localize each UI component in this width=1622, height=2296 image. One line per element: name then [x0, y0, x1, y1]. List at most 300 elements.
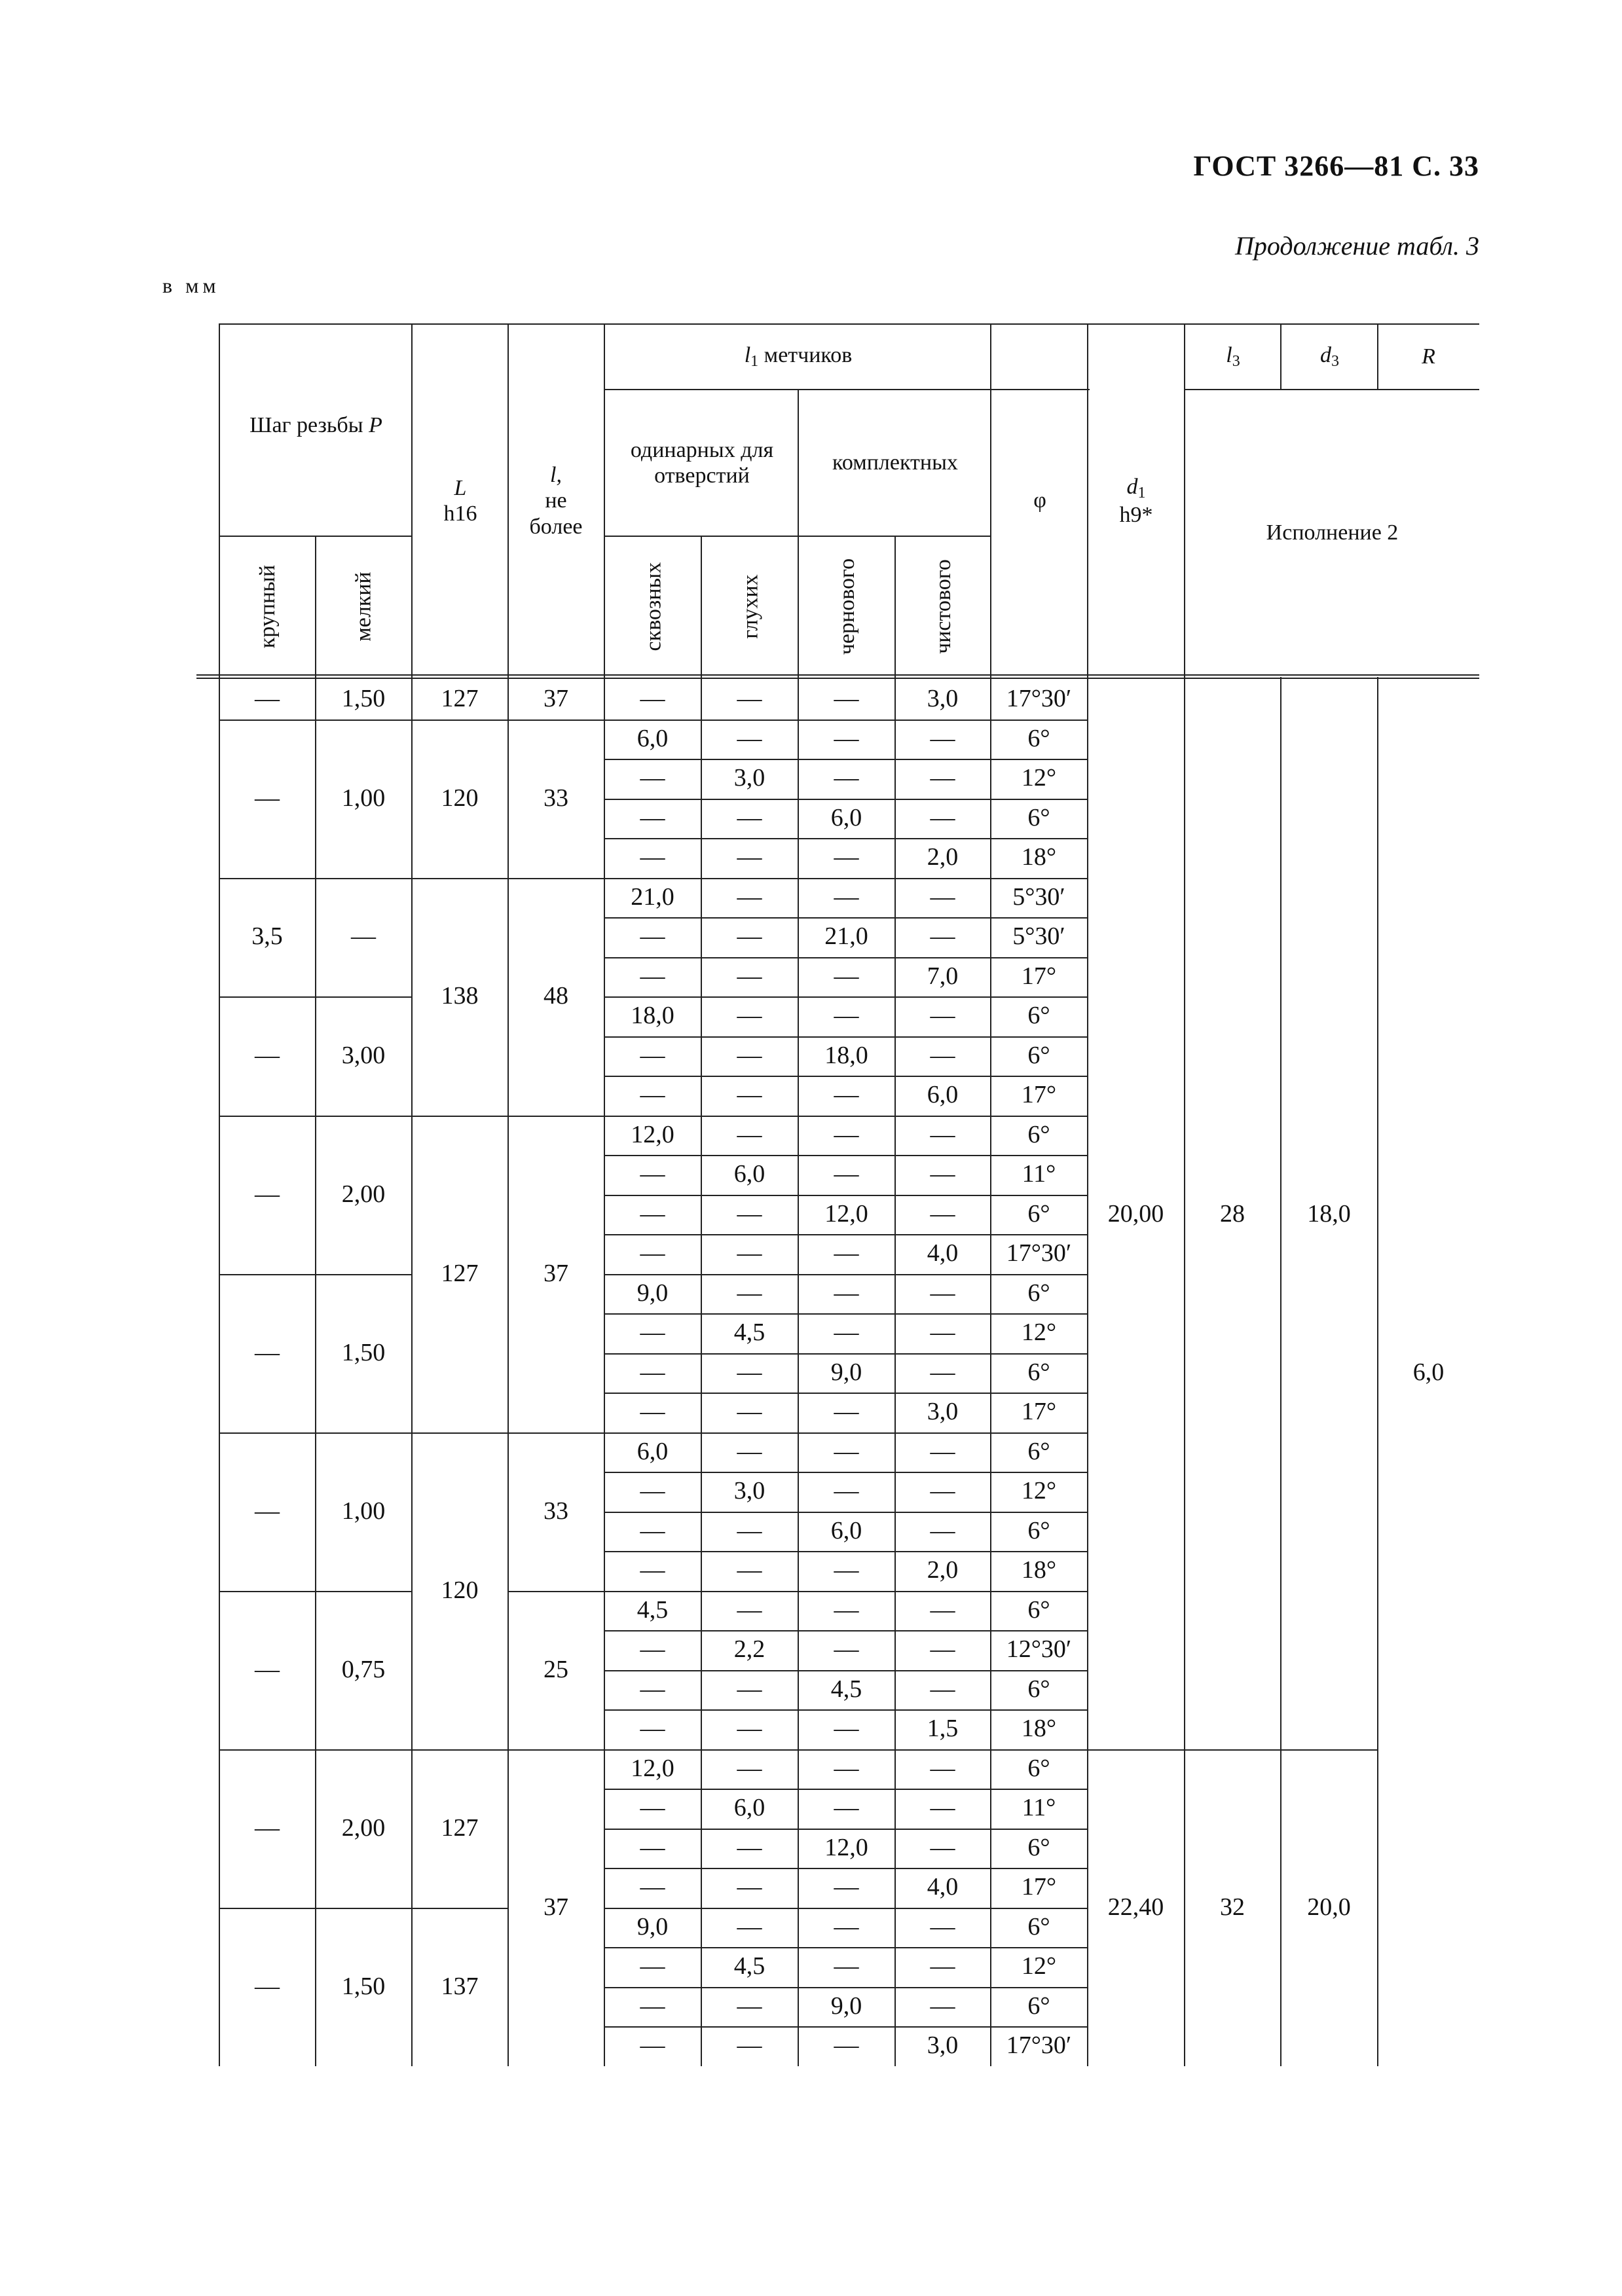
- header-L-tolerance: h16: [443, 501, 477, 526]
- header-complete: [799, 390, 991, 536]
- cell-blind: 3,0: [733, 764, 765, 792]
- cell-blind: —: [737, 685, 762, 713]
- row-rule: [604, 1155, 1088, 1156]
- cell-blind: —: [737, 1595, 762, 1624]
- cell-phi: 6°: [1027, 1041, 1050, 1069]
- cell-finish: 7,0: [927, 962, 959, 990]
- cell-through: —: [640, 1398, 665, 1426]
- header-vline: [1377, 323, 1378, 389]
- row-rule: [604, 996, 1088, 998]
- header-l3-subscript: 3: [1232, 353, 1240, 371]
- cell-phi: 6°: [1027, 1358, 1050, 1386]
- header-d1-subscript: 1: [1137, 484, 1146, 501]
- cell-phi: 17°: [1021, 1873, 1057, 1901]
- header-fine: [316, 538, 412, 676]
- cell-finish: —: [930, 724, 955, 752]
- cell-l: 137: [441, 1972, 479, 2000]
- cell-blind: —: [737, 1081, 762, 1109]
- cell-finish: 1,5: [927, 1715, 959, 1743]
- cell-blind: —: [737, 1041, 762, 1069]
- cell-blind: —: [737, 724, 762, 752]
- cell-through: —: [640, 1081, 665, 1109]
- cell-blind: —: [737, 1199, 762, 1228]
- cell-rough: 12,0: [824, 1833, 868, 1861]
- cell-phi: 17°: [1021, 1398, 1057, 1426]
- cell-blind: 2,2: [733, 1635, 765, 1664]
- cell-rough: —: [834, 1398, 859, 1426]
- group-rule: [507, 1432, 604, 1434]
- row-rule: [604, 1274, 1088, 1275]
- cell-fine-pitch: —: [351, 922, 376, 951]
- cell-phi: 17°30′: [1006, 1239, 1072, 1267]
- header-pitch-symbol: P: [369, 413, 382, 438]
- cell-d1: 22,40: [1107, 1893, 1164, 1921]
- cell-phi: 17°: [1021, 962, 1057, 990]
- header-vline: [411, 323, 413, 677]
- cell-l3: 28: [1220, 1199, 1245, 1228]
- cell-through: —: [640, 803, 665, 831]
- cell-blind: —: [737, 1002, 762, 1030]
- cell-rough: —: [834, 1319, 859, 1347]
- cell-rough: —: [834, 1873, 859, 1901]
- cell-rough: —: [834, 1715, 859, 1743]
- cell-phi: 11°: [1022, 1160, 1056, 1188]
- header-vline: [990, 323, 991, 677]
- header-d1-tolerance: h9*: [1119, 503, 1153, 528]
- row-rule: [604, 1551, 1088, 1552]
- cell-rough: —: [834, 883, 859, 911]
- header-L-symbol: L: [454, 475, 467, 500]
- cell-l: 33: [544, 1497, 568, 1525]
- cell-finish: —: [930, 1002, 955, 1030]
- cell-through: —: [640, 1992, 665, 2020]
- table-continuation-caption: Продолжение табл. 3: [1234, 231, 1479, 261]
- cell-phi: 6°: [1027, 803, 1050, 831]
- cell-through: —: [640, 1199, 665, 1228]
- cell-blind: —: [737, 1516, 762, 1544]
- group-rule: [507, 878, 604, 879]
- column-rule: [1087, 677, 1088, 2066]
- cell-rough: —: [834, 843, 859, 871]
- cell-through: —: [640, 1516, 665, 1544]
- cell-through: 9,0: [636, 1912, 669, 1941]
- cell-l: 37: [544, 1893, 568, 1921]
- row-rule: [604, 1116, 1088, 1117]
- row-rule: [604, 1076, 1088, 1077]
- group-rule: [411, 1432, 508, 1434]
- row-rule: [604, 1195, 1088, 1196]
- header-pitch: [219, 327, 413, 524]
- cell-finish: 2,0: [927, 1556, 959, 1584]
- cell-blind: —: [737, 803, 762, 831]
- cell-l: 25: [544, 1655, 568, 1683]
- cell-d3: 20,0: [1307, 1893, 1351, 1921]
- cell-coarse-pitch: —: [255, 1813, 280, 1842]
- cell-through: —: [640, 685, 665, 713]
- cell-rough: —: [834, 1912, 859, 1941]
- cell-finish: —: [930, 1833, 955, 1861]
- cell-through: 12,0: [631, 1754, 674, 1782]
- cell-finish: —: [930, 1199, 955, 1228]
- cell-l: 127: [441, 685, 479, 713]
- header-L: [413, 327, 508, 674]
- row-rule: [604, 917, 1088, 919]
- cell-through: —: [640, 1873, 665, 1901]
- cell-through: —: [640, 1160, 665, 1188]
- header-phi: [991, 327, 1088, 674]
- cell-phi: 12°: [1021, 1319, 1057, 1347]
- cell-phi: 6°: [1027, 1833, 1050, 1861]
- row-rule: [604, 1353, 1088, 1355]
- header-l1-subscript: 1: [750, 353, 759, 371]
- header-phi-symbol: φ: [1033, 488, 1046, 513]
- cell-through: 21,0: [631, 883, 674, 911]
- cell-finish: 6,0: [927, 1081, 959, 1109]
- column-rule: [798, 677, 799, 2066]
- cell-phi: 17°: [1021, 1081, 1057, 1109]
- cell-phi: 6°: [1027, 1754, 1050, 1782]
- cell-phi: 17°30′: [1006, 2032, 1072, 2060]
- cell-finish: 3,0: [927, 2032, 959, 2060]
- header-fine-label: мелкий: [351, 572, 376, 642]
- header-l: [508, 327, 604, 674]
- cell-phi: 18°: [1021, 1556, 1057, 1584]
- cell-finish: —: [930, 1595, 955, 1624]
- cell-blind: —: [737, 1675, 762, 1703]
- cell-coarse-pitch: —: [255, 1497, 280, 1525]
- header-l1: [605, 325, 991, 389]
- row-rule: [604, 1749, 1088, 1751]
- cell-rough: —: [834, 724, 859, 752]
- row-rule: [604, 2026, 1088, 2028]
- cell-phi: 18°: [1021, 843, 1057, 871]
- cell-finish: —: [930, 1477, 955, 1505]
- cell-blind: —: [737, 843, 762, 871]
- cell-through: 4,5: [636, 1595, 669, 1624]
- cell-d1: 20,00: [1107, 1199, 1164, 1228]
- column-rule: [315, 677, 316, 2066]
- cell-finish: 3,0: [927, 685, 959, 713]
- group-rule: [507, 1591, 604, 1592]
- header-d3-subscript: 3: [1331, 353, 1339, 371]
- cell-l: 37: [544, 1259, 568, 1287]
- row-rule: [604, 1313, 1088, 1315]
- cell-phi: 6°: [1027, 724, 1050, 752]
- units-label: в мм: [162, 274, 220, 297]
- cell-blind: —: [737, 1239, 762, 1267]
- header-vline: [1087, 323, 1088, 677]
- cell-rough: —: [834, 1794, 859, 1822]
- cell-fine-pitch: 0,75: [341, 1655, 386, 1683]
- cell-phi: 6°: [1027, 1002, 1050, 1030]
- cell-finish: —: [930, 1992, 955, 2020]
- row-rule: [604, 878, 1088, 879]
- cell-finish: —: [930, 1358, 955, 1386]
- row-rule: [604, 1512, 1088, 1513]
- header-pitch-label: Шаг резьбы: [249, 413, 363, 438]
- row-rule: [604, 1591, 1088, 1592]
- cell-fine-pitch: 2,00: [341, 1813, 386, 1842]
- cell-through: —: [640, 1319, 665, 1347]
- cell-fine-pitch: 1,50: [341, 1972, 386, 2000]
- cell-phi: 6°: [1027, 1595, 1050, 1624]
- cell-phi: 18°: [1021, 1715, 1057, 1743]
- cell-blind: —: [737, 1120, 762, 1148]
- cell-phi: 5°30′: [1012, 883, 1065, 911]
- header-rule-l1: [604, 389, 1090, 390]
- column-rule: [894, 677, 896, 2066]
- cell-rough: —: [834, 764, 859, 792]
- cell-rough: —: [834, 1635, 859, 1664]
- header-vline: [701, 536, 702, 677]
- cell-fine-pitch: 1,50: [341, 685, 386, 713]
- cell-blind: —: [737, 1754, 762, 1782]
- cell-through: —: [640, 1556, 665, 1584]
- cell-l: 33: [544, 784, 568, 812]
- cell-through: —: [640, 843, 665, 871]
- cell-phi: 5°30′: [1012, 922, 1065, 951]
- header-l-symbol: l,: [550, 463, 562, 488]
- cell-blind: —: [737, 1279, 762, 1307]
- column-rule: [411, 677, 413, 2066]
- cell-through: —: [640, 962, 665, 990]
- group-rule: [411, 720, 508, 721]
- header-R: [1378, 325, 1479, 389]
- table-top-rule: [219, 323, 1479, 325]
- cell-rough: —: [834, 1081, 859, 1109]
- cell-l: 48: [544, 982, 568, 1010]
- cell-rough: —: [834, 1754, 859, 1782]
- cell-through: 9,0: [636, 1279, 669, 1307]
- cell-rough: —: [834, 685, 859, 713]
- header-vline: [507, 323, 509, 677]
- cell-finish: —: [930, 922, 955, 951]
- cell-through: —: [640, 1358, 665, 1386]
- cell-phi: 6°: [1027, 1199, 1050, 1228]
- cell-coarse-pitch: —: [255, 685, 280, 713]
- cell-rough: —: [834, 1160, 859, 1188]
- cell-coarse-pitch: —: [255, 1180, 280, 1208]
- cell-rough: —: [834, 1120, 859, 1148]
- cell-through: 6,0: [636, 724, 669, 752]
- cell-through: —: [640, 1952, 665, 1980]
- row-rule: [604, 1868, 1088, 1869]
- header-d3: [1281, 325, 1378, 389]
- cell-l: 37: [544, 685, 568, 713]
- cell-finish: —: [930, 1675, 955, 1703]
- cell-rough: 12,0: [824, 1199, 868, 1228]
- header-vline: [219, 323, 220, 677]
- header-complete-label: комплектных: [832, 450, 958, 475]
- cell-rough: —: [834, 1595, 859, 1624]
- cell-coarse-pitch: 3,5: [251, 922, 283, 951]
- cell-blind: —: [737, 1437, 762, 1465]
- group-rule: [411, 1749, 508, 1751]
- cell-finish: —: [930, 1120, 955, 1148]
- header-l3: [1185, 325, 1281, 389]
- cell-phi: 6°: [1027, 1516, 1050, 1544]
- cell-finish: 4,0: [927, 1873, 959, 1901]
- cell-l: 127: [441, 1259, 479, 1287]
- cell-fine-pitch: 1,00: [341, 1497, 386, 1525]
- cell-phi: 12°: [1021, 1477, 1057, 1505]
- cell-r: 6,0: [1412, 1358, 1445, 1386]
- cell-phi: 6°: [1027, 1912, 1050, 1941]
- cell-finish: —: [930, 1160, 955, 1188]
- header-rule-execution: [1184, 389, 1479, 390]
- row-rule: [604, 1789, 1088, 1790]
- row-rule: [604, 1709, 1088, 1711]
- cell-fine-pitch: 3,00: [341, 1041, 386, 1069]
- header-d1-symbol: d: [1126, 474, 1138, 499]
- header-through-label: сквозных: [641, 562, 666, 651]
- header-vline: [315, 536, 316, 677]
- column-rule: [604, 677, 605, 2066]
- header-l3-symbol: l: [1226, 343, 1232, 368]
- row-rule: [604, 957, 1088, 958]
- cell-finish: —: [930, 1635, 955, 1664]
- cell-coarse-pitch: —: [255, 1041, 280, 1069]
- cell-finish: —: [930, 803, 955, 831]
- cell-l: 138: [441, 982, 479, 1010]
- cell-finish: —: [930, 1437, 955, 1465]
- cell-rough: —: [834, 1002, 859, 1030]
- cell-rough: —: [834, 1556, 859, 1584]
- cell-d3: 18,0: [1307, 1199, 1351, 1228]
- cell-rough: —: [834, 1279, 859, 1307]
- cell-phi: 6°: [1027, 1120, 1050, 1148]
- cell-through: —: [640, 764, 665, 792]
- cell-fine-pitch: 1,50: [341, 1338, 386, 1366]
- header-single-label: одинарных для отверстий: [630, 437, 774, 488]
- cell-coarse-pitch: —: [255, 1338, 280, 1366]
- row-rule: [604, 1432, 1088, 1434]
- cell-rough: —: [834, 1239, 859, 1267]
- cell-phi: 6°: [1027, 1279, 1050, 1307]
- cell-blind: —: [737, 1873, 762, 1901]
- cell-blind: 4,5: [733, 1319, 765, 1347]
- cell-blind: 4,5: [733, 1952, 765, 1980]
- column-rule: [701, 677, 702, 2066]
- cell-rough: —: [834, 1952, 859, 1980]
- cell-finish: —: [930, 1754, 955, 1782]
- cell-fine-pitch: 2,00: [341, 1180, 386, 1208]
- cell-through: —: [640, 1477, 665, 1505]
- cell-blind: —: [737, 962, 762, 990]
- header-blind: [702, 538, 799, 676]
- group-rule: [1087, 1749, 1185, 1751]
- header-d1: [1088, 327, 1184, 674]
- row-rule: [604, 720, 1088, 721]
- cell-blind: —: [737, 1992, 762, 2020]
- header-execution-label: Исполнение 2: [1266, 520, 1399, 545]
- column-rule: [1184, 677, 1185, 2066]
- cell-finish: —: [930, 1319, 955, 1347]
- header-vline: [894, 536, 896, 677]
- cell-phi: 6°: [1027, 1437, 1050, 1465]
- cell-blind: —: [737, 1833, 762, 1861]
- cell-coarse-pitch: —: [255, 1972, 280, 2000]
- row-rule: [604, 838, 1088, 839]
- header-finish: [895, 538, 991, 676]
- row-rule: [604, 1234, 1088, 1235]
- row-rule: [604, 1472, 1088, 1473]
- cell-blind: 6,0: [733, 1794, 765, 1822]
- header-d3-symbol: d: [1320, 343, 1331, 368]
- cell-blind: —: [737, 1358, 762, 1386]
- cell-through: —: [640, 1675, 665, 1703]
- group-rule: [507, 1116, 604, 1117]
- header-rough-label: чернового: [834, 558, 859, 655]
- header-vline: [1280, 323, 1281, 389]
- cell-phi: 12°30′: [1006, 1635, 1072, 1664]
- cell-phi: 12°: [1021, 1952, 1057, 1980]
- header-coarse: [219, 538, 316, 676]
- row-rule: [604, 1908, 1088, 1909]
- column-rule: [990, 677, 991, 2066]
- cell-blind: —: [737, 922, 762, 951]
- cell-coarse-pitch: —: [255, 784, 280, 812]
- group-rule: [411, 878, 508, 879]
- row-rule: [604, 1630, 1088, 1631]
- cell-rough: 9,0: [830, 1358, 862, 1386]
- cell-finish: —: [930, 1041, 955, 1069]
- cell-through: 12,0: [631, 1120, 674, 1148]
- cell-blind: —: [737, 1556, 762, 1584]
- row-rule: [604, 1036, 1088, 1038]
- header-through: [605, 538, 702, 676]
- cell-phi: 6°: [1027, 1992, 1050, 2020]
- cell-finish: —: [930, 764, 955, 792]
- cell-rough: —: [834, 2032, 859, 2060]
- cell-coarse-pitch: —: [255, 1655, 280, 1683]
- cell-finish: —: [930, 1516, 955, 1544]
- header-l1-symbol: l: [744, 343, 751, 368]
- cell-rough: 21,0: [824, 922, 868, 951]
- cell-finish: 2,0: [927, 843, 959, 871]
- header-rough: [799, 538, 895, 676]
- cell-fine-pitch: 1,00: [341, 784, 386, 812]
- header-vline: [798, 389, 799, 677]
- cell-rough: 18,0: [824, 1041, 868, 1069]
- cell-blind: —: [737, 1912, 762, 1941]
- cell-l: 120: [441, 784, 479, 812]
- header-finish-label: чистового: [931, 559, 955, 655]
- cell-through: —: [640, 922, 665, 951]
- cell-rough: —: [834, 962, 859, 990]
- cell-rough: —: [834, 1437, 859, 1465]
- row-rule: [604, 1670, 1088, 1671]
- row-rule: [604, 759, 1088, 760]
- group-rule: [1280, 1749, 1378, 1751]
- cell-blind: —: [737, 1715, 762, 1743]
- cell-phi: 12°: [1021, 764, 1057, 792]
- header-coarse-label: крупный: [255, 565, 280, 649]
- column-rule: [1377, 677, 1378, 2066]
- cell-blind: 3,0: [733, 1477, 765, 1505]
- header-single: [605, 390, 799, 536]
- column-rule: [219, 677, 220, 2066]
- row-rule: [604, 1947, 1088, 1948]
- column-rule: [1280, 677, 1281, 2066]
- header-vline: [604, 323, 605, 677]
- row-rule: [604, 1987, 1088, 1988]
- cell-blind: —: [737, 2032, 762, 2060]
- header-l1-label: метчиков: [764, 343, 853, 368]
- cell-through: —: [640, 2032, 665, 2060]
- cell-through: —: [640, 1041, 665, 1069]
- group-rule: [411, 1116, 508, 1117]
